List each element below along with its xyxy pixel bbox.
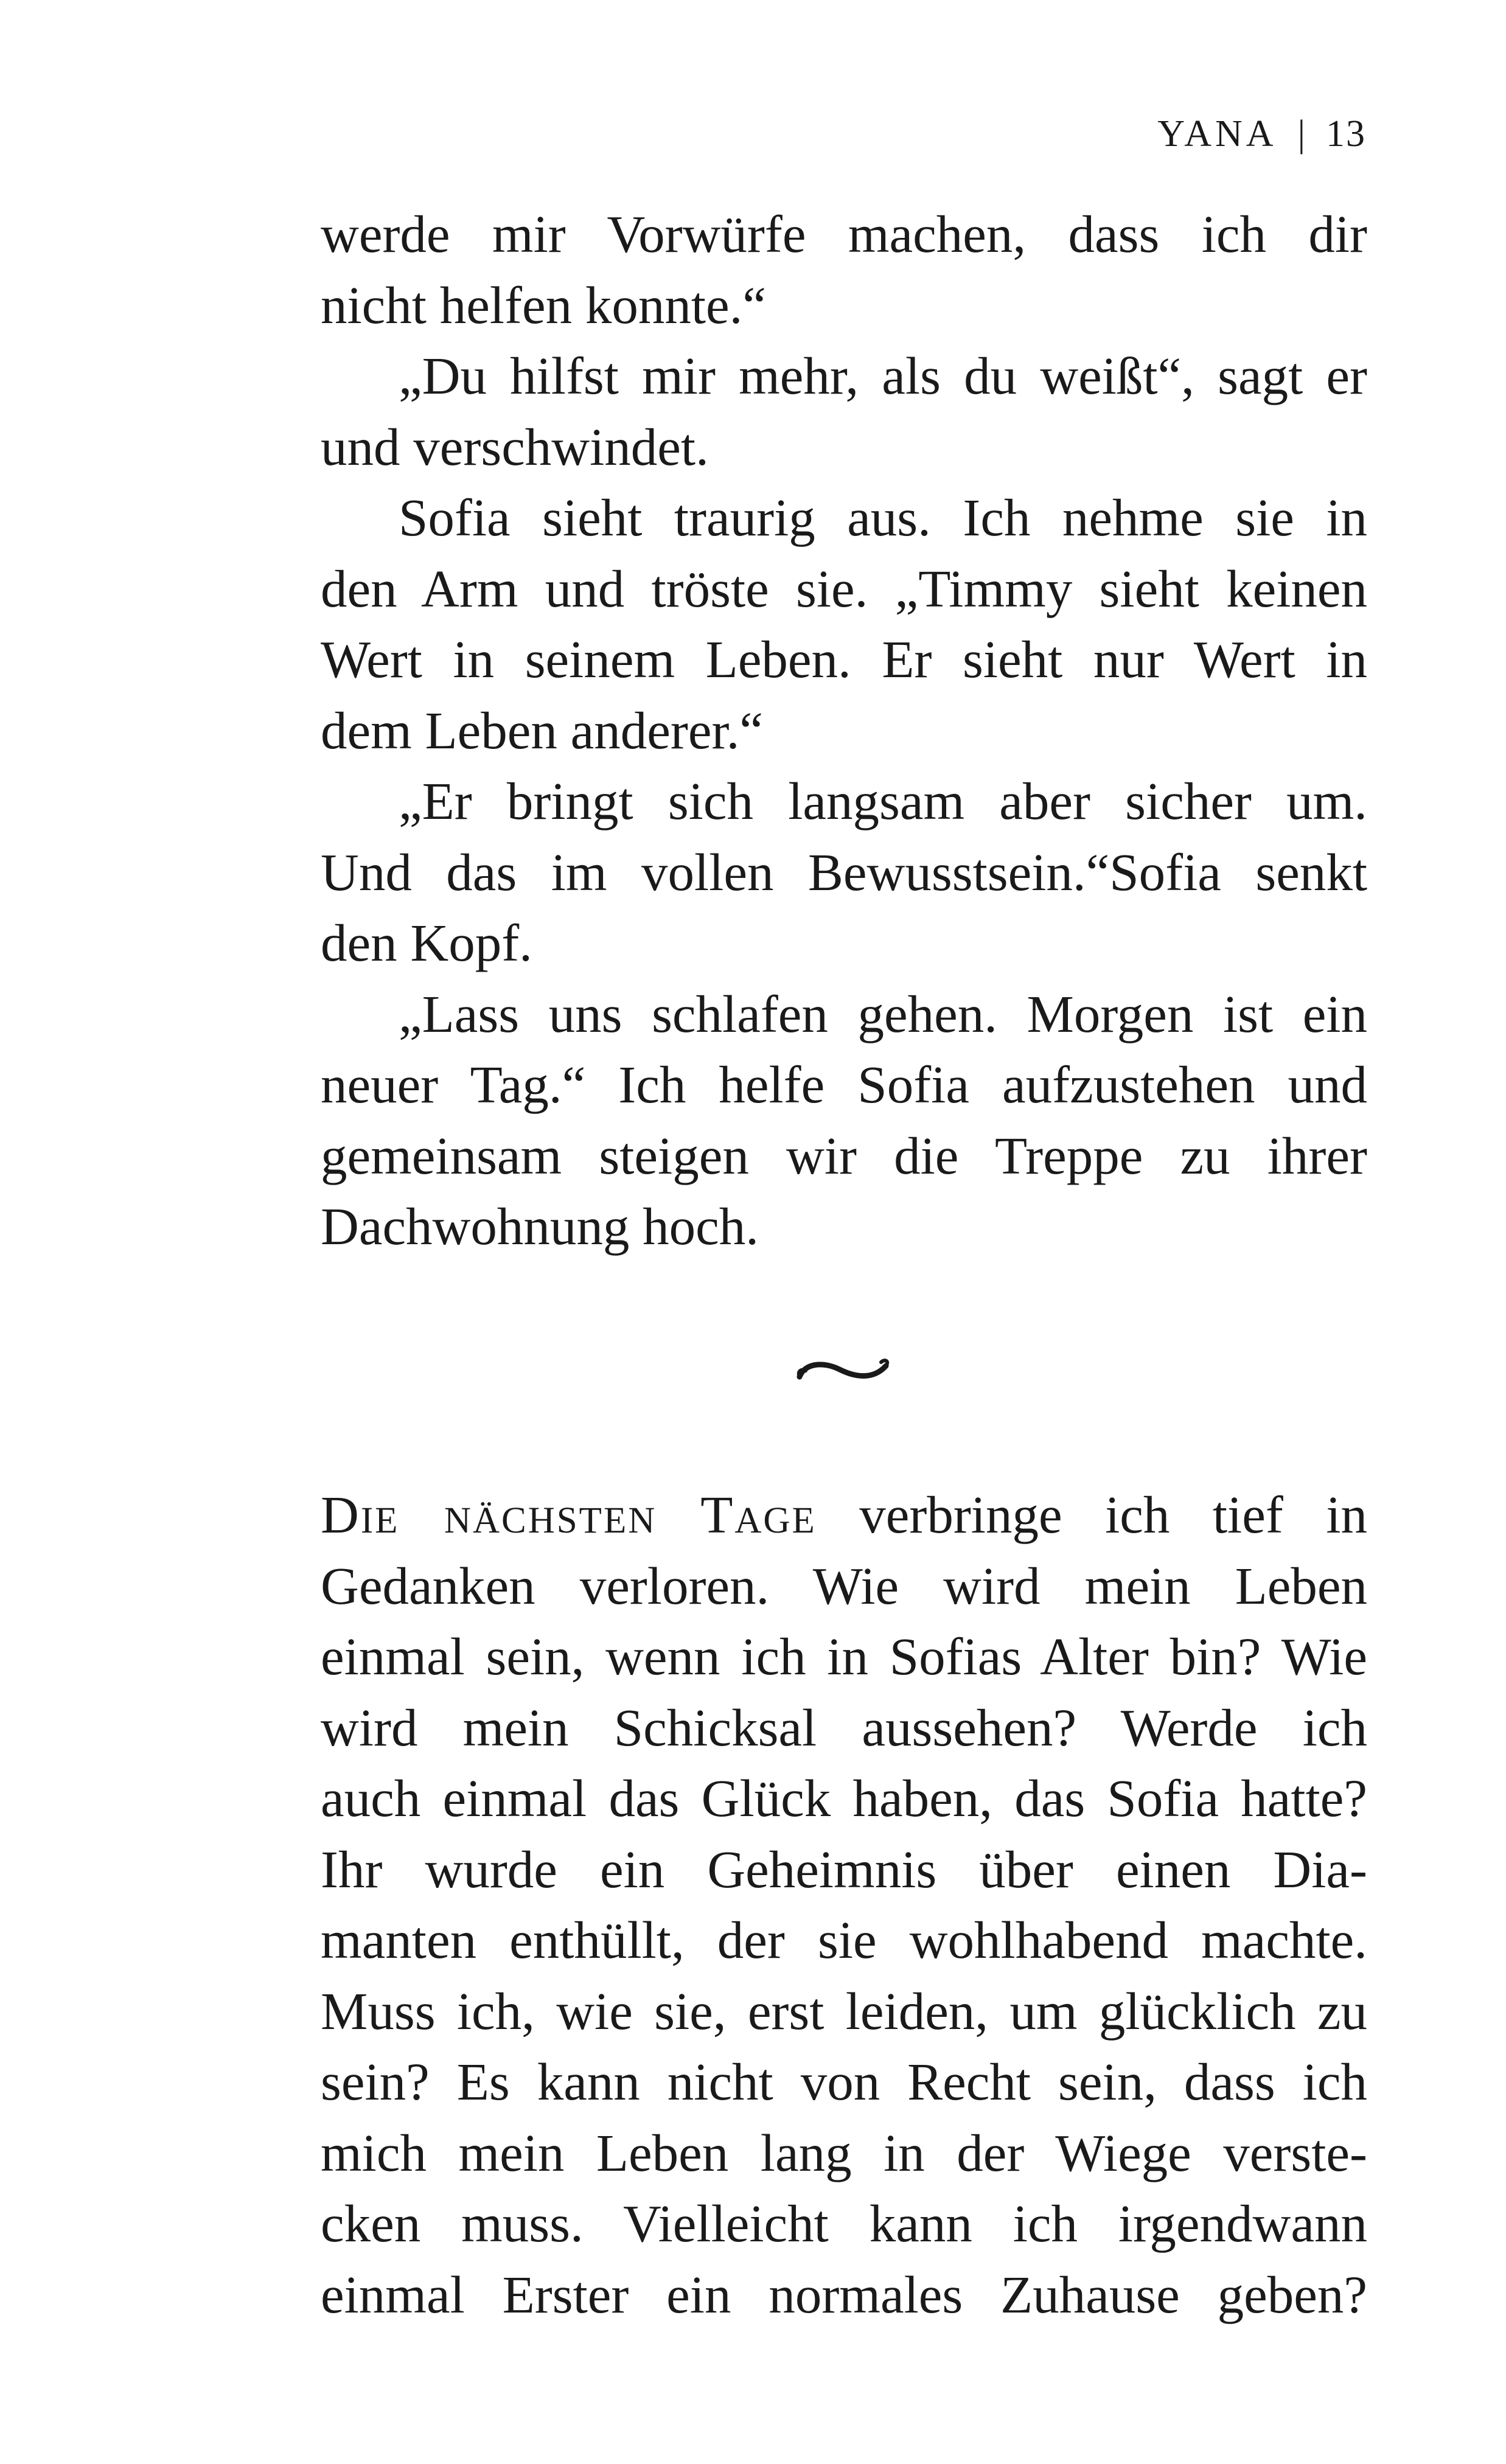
text-line: Und das im vollen Bewusstsein.“Sofia senkt: [321, 842, 1367, 902]
text-line: „Er bringt sich langsam aber sicher um.: [399, 771, 1367, 830]
text-line: mich mein Leben lang in der Wiege verste-: [321, 2123, 1367, 2182]
text-line: manten enthüllt, der sie wohlhabend machte.: [321, 1910, 1367, 1969]
text-line: Dachwohnung hoch.: [321, 1197, 759, 1256]
text-line: auch einmal das Glück haben, das Sofia hatte?: [321, 1769, 1367, 1828]
text-line: Gedanken verloren. Wie wird mein Leben: [321, 1556, 1367, 1615]
page-number: 13: [1326, 113, 1366, 155]
text-line: dem Leben anderer.“: [321, 700, 764, 760]
header-separator: |: [1297, 113, 1305, 155]
text-line: werde mir Vorwürfe machen, dass ich dir: [321, 204, 1367, 263]
text-line: wird mein Schicksal aussehen? Werde ich: [321, 1697, 1367, 1757]
running-title: YANA: [1157, 113, 1277, 155]
text-block-before-break: [321, 199, 1367, 1262]
swash-ornament-icon: [791, 1348, 894, 1390]
text-line: neuer Tag.“ Ich helfe Sofia aufzustehen und: [321, 1055, 1367, 1114]
text-line: nicht helfen konnte.“: [321, 275, 766, 335]
text-line: den Kopf.: [321, 913, 532, 972]
text-block-after-break: [321, 1480, 1367, 2330]
text-line: einmal sein, wenn ich in Sofias Alter bin? Wie: [321, 1627, 1367, 1686]
text-line: Sofia sieht traurig aus. Ich nehme sie in: [399, 488, 1367, 547]
text-line: sein? Es kann nicht von Recht sein, dass ich: [321, 2052, 1367, 2111]
text-line: den Arm und tröste sie. „Timmy sieht keinen: [321, 559, 1367, 618]
text-line: Ihr wurde ein Geheimnis über einen Dia-: [321, 1839, 1367, 1899]
text-line: gemeinsam steigen wir die Treppe zu ihrer: [321, 1126, 1367, 1185]
text-line: „Lass uns schlafen gehen. Morgen ist ein: [399, 984, 1367, 1043]
text-line-opening: [321, 1480, 1367, 1551]
text-line: „Du hilfst mir mehr, als du weißt“, sagt er: [399, 346, 1367, 405]
opening-line-rest: verbringe ich tief in: [816, 1485, 1368, 1544]
text-line: cken muss. Vielleicht kann ich irgendwann: [321, 2194, 1367, 2253]
running-header: [1157, 103, 1366, 164]
text-line: Wert in seinem Leben. Er sieht nur Wert in: [321, 630, 1367, 689]
small-caps-lead-in: Die nächsten Tage: [321, 1485, 817, 1544]
text-line: Muss ich, wie sie, erst leiden, um glücklich zu: [321, 1981, 1367, 2041]
text-line: und verschwindet.: [321, 417, 709, 476]
text-line: einmal Erster ein normales Zuhause geben?: [321, 2264, 1367, 2324]
